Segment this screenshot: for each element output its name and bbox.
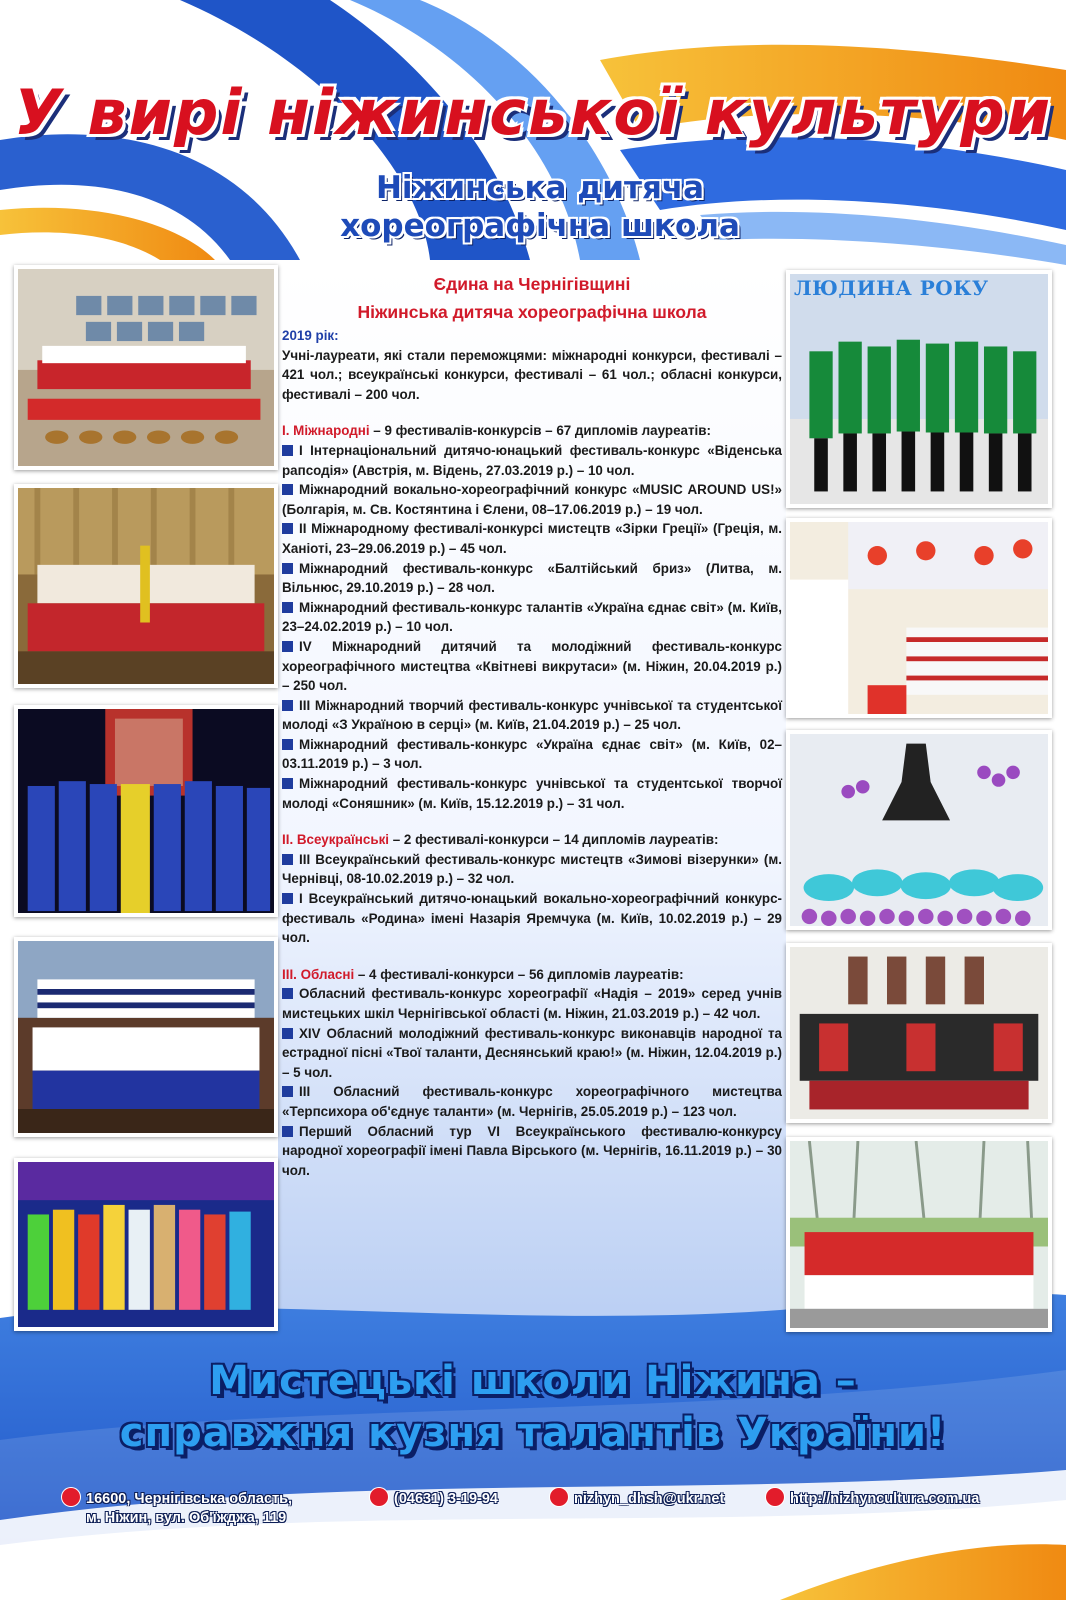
- bullet-square-icon: [282, 602, 293, 613]
- achievements-panel: [282, 270, 782, 1325]
- bullet-square-icon: [282, 445, 293, 456]
- location-pin-icon: [62, 1488, 80, 1506]
- website-block: [766, 1488, 979, 1509]
- list-item: Міжнародний вокально-хореографічний конкурс «MUSIC AROUND US!» (Болгарія, м. Св. Костянтина і Єлени, 08–17.06.2019 р.) – 19 чол.: [282, 482, 782, 517]
- slogan-line-2: справжня кузня талантів України!: [119, 1410, 947, 1456]
- globe-icon: [766, 1488, 784, 1506]
- section-summary: – 2 фестивалі-конкурси – 14 дипломів лауреатів:: [389, 832, 719, 848]
- bullet-square-icon: [282, 563, 293, 574]
- list-item: ІІІ Обласний фестиваль-конкурс хореографічного мистецтва «Терпсихора об'єднує таланти» (м. Чернігів, 25.05.2019 р.) – 123 чол.: [282, 1084, 782, 1119]
- list-item: Обласний фестиваль-конкурс хореографії «Надія – 2019» серед учнів мистецьких шкіл Чернігівської області (м. Ніжин, 21.03.2019 р.) – 42 чол.: [282, 986, 782, 1021]
- section-label: ІІ. Всеукраїнські: [282, 832, 390, 848]
- bullet-square-icon: [282, 700, 293, 711]
- list-item: І Всеукраїнський дитячо-юнацький вокально-хореографічний конкурс-фестиваль «Родина» імені Назарія Яремчука (м. Київ, 10.02.2019 р.) – 29 чол.: [282, 891, 782, 946]
- main-title: У вирі ніжинської культури: [13, 76, 1053, 149]
- banner-text: ЛЮДИНА РОКУ: [794, 276, 989, 300]
- subtitle-line-1: Ніжинська дитяча: [375, 170, 705, 206]
- phone-icon: [370, 1488, 388, 1506]
- email-block: [550, 1488, 724, 1509]
- bullet-square-icon: [282, 1126, 293, 1137]
- bullet-square-icon: [282, 854, 293, 865]
- intro-text: Учні-лауреати, які стали переможцями: міжнародні конкурси, фестивалі – 421 чол.; всеукраїнські конкурси, фестивалі – 61 чол.; обласні конкурси, фестивалі – 200 чол.: [282, 347, 782, 402]
- list-item: III Міжнародний творчий фестиваль-конкурс учнівської та студентської молоді «З Україною в серці» (м. Київ, 21.04.2019 р.) – 25 чол.: [282, 697, 782, 733]
- list-item: ІІ Міжнародному фестивалі-конкурсі мистецтв «Зірки Греції» (Греція, м. Ханіоті, 23–29.06.2019 р.) – 45 чол.: [282, 521, 782, 556]
- photo-folk-ensemble-hall: [14, 265, 278, 470]
- list-item: Міжнародний фестиваль-конкурс «Україна єднає світ» (м. Київ, 02–03.11.2019 р.) – 3 чол.: [282, 736, 782, 772]
- bullet-square-icon: [282, 739, 293, 750]
- phone-block: [370, 1488, 498, 1509]
- bullet-square-icon: [282, 484, 293, 495]
- section-label: І. Міжнародні: [282, 423, 370, 439]
- phone-number: (04631) 3-19-94: [394, 1491, 498, 1507]
- panel-heading-2: Ніжинська дитяча хореографічна школа: [357, 302, 707, 322]
- bullet-square-icon: [282, 1028, 293, 1039]
- list-item: Перший Обласний тур VI Всеукраїнського фестивалю-конкурсу народної хореографії імені Павла Вірського (м. Чернігів, 16.11.2019 р.) – 30 чол.: [282, 1123, 782, 1178]
- slogan-line-1: Мистецькі школи Ніжина –: [209, 1358, 857, 1404]
- year-label: 2019 рік:: [282, 328, 339, 343]
- email-link[interactable]: nizhyn_dhsh@ukr.net: [574, 1491, 725, 1507]
- website-link[interactable]: http://nizhyncultura.com.ua: [790, 1491, 980, 1507]
- email-icon: [550, 1488, 568, 1506]
- list-item: IV Міжнародний дитячий та молодіжний фестиваль-конкурс хореографічного мистецтва «Квітневі викрутаси» (м. Ніжин, 20.04.2019 р.) – 250 чол.: [282, 638, 782, 694]
- photo-green-costumes: [786, 270, 1052, 508]
- photo-festive-table: [786, 518, 1052, 718]
- address-line-2: м. Ніжин, вул. Об'їжджа, 119: [86, 1510, 287, 1526]
- bullet-square-icon: [282, 988, 293, 999]
- photo-stage-group: [14, 484, 278, 688]
- section-summary: – 4 фестивалі-конкурси – 56 дипломів лауреатів:: [354, 966, 684, 982]
- photo-outdoor-group: [786, 1137, 1052, 1332]
- section-label: ІІІ. Обласні: [282, 966, 355, 982]
- bullet-square-icon: [282, 1086, 293, 1097]
- list-item: І Інтернаціональний дитячо-юнацький фестиваль-конкурс «Віденська рапсодія» (Австрія, м. Відень, 27.03.2019 р.) – 10 чол.: [282, 442, 782, 478]
- bullet-square-icon: [282, 523, 293, 534]
- panel-heading-1: Єдина на Чернігівщині: [433, 274, 631, 294]
- bullet-square-icon: [282, 641, 293, 652]
- section-regional-header: [282, 965, 782, 985]
- section-summary: – 9 фестивалів-конкурсів – 67 дипломів лауреатів:: [369, 423, 711, 439]
- address-line-1: 16600, Чернігівська область,: [86, 1491, 293, 1507]
- list-item: III Всеукраїнський фестиваль-конкурс мистецтв «Зимові візерунки» (м. Чернівці, 08-10.02.2019 р.) – 32 чол.: [282, 851, 782, 887]
- photo-colorful-dresses: [14, 1158, 278, 1331]
- bullet-square-icon: [282, 778, 293, 789]
- list-item: Міжнародний фестиваль-конкурс «Балтійський бриз» (Литва, м. Вільнюс, 29.10.2019 р.) – 28 чол.: [282, 560, 782, 596]
- photo-teachers-group: [786, 943, 1052, 1123]
- list-item: Міжнародний фестиваль-конкурс учнівської та студентської творчої молоді «Соняшник» (м. Київ, 15.12.2019 р.) – 31 чол.: [282, 776, 782, 811]
- section-international-header: [282, 421, 782, 441]
- list-item: Міжнародний фестиваль-конкурс талантів «Україна єднає світ» (м. Київ, 23–24.02.2019 р.) – 10 чол.: [282, 599, 782, 635]
- address-block: [62, 1488, 342, 1528]
- photo-sailor-costumes: [14, 937, 278, 1137]
- list-item: XIV Обласний молодіжний фестиваль-конкурс виконавців народної та естрадної пісні «Твої таланти, Деснянський краю!» (м. Ніжин, 12.04.2019 р.) – 5 чол.: [282, 1025, 782, 1080]
- bullet-square-icon: [282, 893, 293, 904]
- subtitle-line-2: хореографічна школа: [340, 208, 740, 244]
- section-national-header: [282, 830, 782, 850]
- photo-blue-costumes-stage: [14, 705, 278, 917]
- photo-ballet-stage: [786, 730, 1052, 930]
